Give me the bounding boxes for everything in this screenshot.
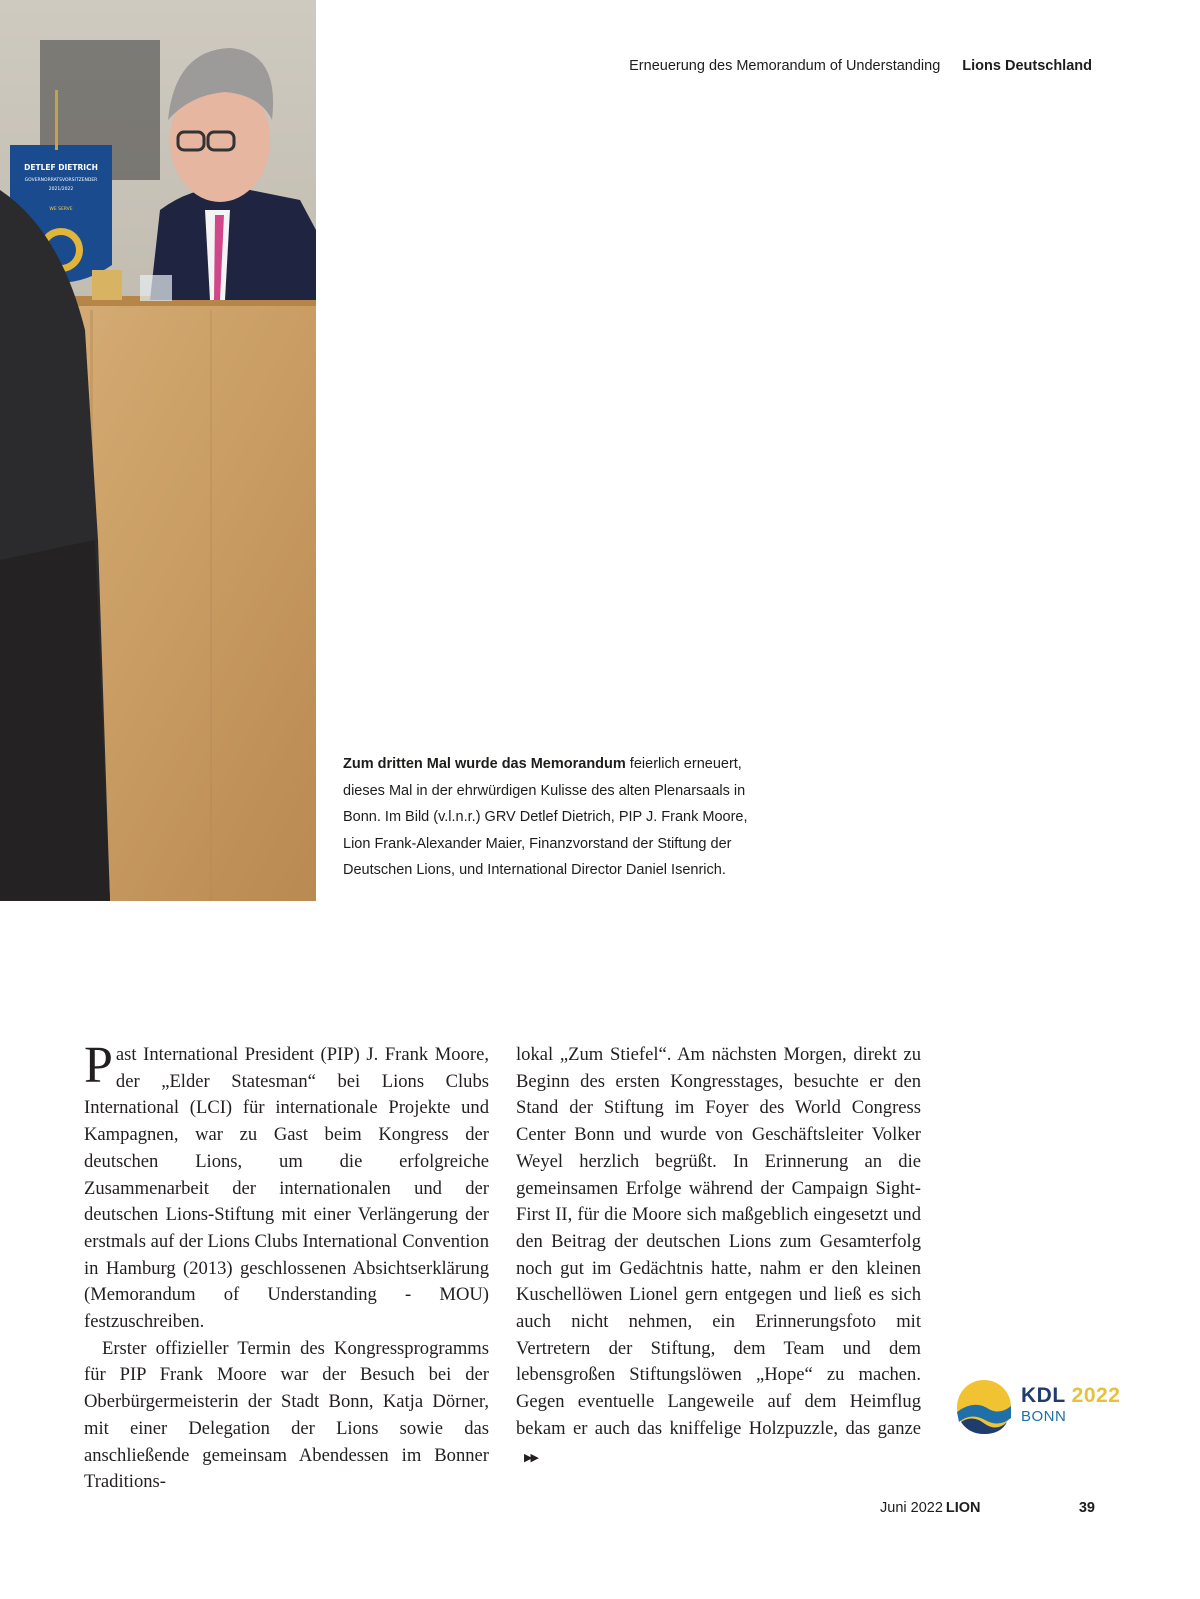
caption-text: feierlich erneuert, dieses Mal in der ehrwürdigen Kulisse des alten Plenarsaals in Bonn. Im Bild (v.l.n.r.) GRV Detlef Dietrich, PIP J. Frank Moore, Lion Frank-Alexander Maier, Finanzvorstand der Stiftung der Deutschen Lions, und International Director Daniel Isenrich. (343, 756, 748, 879)
caption-lead: Zum dritten Mal wurde das Memorandum (343, 756, 626, 772)
photo-caption (343, 751, 753, 884)
section-name: Lions Deutschland (962, 58, 1092, 74)
kdl-emblem-icon (955, 1378, 1013, 1436)
kdl-year: 2022 (1071, 1384, 1121, 1407)
photo-scene (0, 0, 316, 901)
banner-name: DETLEF DIETRICH (24, 163, 98, 172)
banner-role: GOVERNORRATSVORSITZENDER (24, 178, 98, 183)
paragraph-1 (84, 1037, 489, 1336)
drop-cap: P (84, 1037, 113, 1094)
banner-motto: WE SERVE (49, 207, 73, 212)
kdl-logo (955, 1378, 1125, 1436)
paragraph-3-text: lokal „Zum Stiefel“. Am nächsten Morgen, direkt zu Beginn des ersten Kongresstages, besuchte er den Stand der Stiftung im Foyer des World Congress Center Bonn und wurde von Geschäftsleiter Volker Weyel herzlich begrüßt. In Erinnerung an die gemeinsamen Erfolge während der Campaign Sight-First II, für die Moore sich maßgeblich eingesetzt und den Beitrag der deutschen Lions zum Gesamterfolg noch gut im Gedächtnis hatte, nahm er den kleinen Kuschellöwen Lionel gern entgegen und ließ es sich auch nicht nehmen, ein Erinnerungsfoto mit Vertretern der Stiftung, dem Team und dem lebensgroßen Stiftungslöwen „Hope“ zu machen. Gegen eventuelle Langeweile auf dem Heimflug bekam er auch das kniffelige Holzpuzzle, das ganze (516, 1044, 921, 1439)
paragraph-1-text: ast International President (PIP) J. Frank Moore, der „Elder Statesman“ bei Lions Clubs International (LCI) für internationale Projekte und Kampagnen, war zu Gast beim Kongress der deutschen Lions, um die erfolgreiche Zusammenarbeit der internationalen und der deutschen Lions-Stiftung mit einer Verlängerung der erstmals auf der Lions Clubs International Convention in Hamburg (2013) geschlossenen Absichtserklärung (Memorandum of Understanding - MOU) festzuschreiben. (84, 1044, 489, 1333)
running-header (629, 58, 1092, 74)
body-column-2 (516, 1042, 921, 1471)
article-photo (0, 0, 316, 901)
page-number: 39 (1078, 1500, 1095, 1516)
paragraph-3 (516, 1042, 921, 1471)
banner-year: 2021/2022 (48, 187, 74, 192)
magazine-name: LION (945, 1500, 981, 1516)
kdl-name: KDL (1021, 1384, 1066, 1407)
body-column-1 (84, 1037, 489, 1496)
kdl-city: BONN (1021, 1408, 1067, 1425)
page-footer (880, 1500, 1095, 1516)
article-title: Erneuerung des Memorandum of Understanding (629, 58, 941, 74)
issue-date: Juni 2022 (880, 1500, 943, 1516)
paragraph-2: Erster offizieller Termin des Kongressprogramms für PIP Frank Moore war der Besuch bei der Oberbürgermeisterin der Stadt Bonn, Katja Dörner, mit einer Delegation der Lions sowie das anschließende gemeinsam Abendessen im Bonner Traditions- (84, 1337, 489, 1493)
kdl-wordmark (1021, 1384, 1120, 1408)
continue-arrows-icon: ▶▶ (524, 1450, 537, 1464)
